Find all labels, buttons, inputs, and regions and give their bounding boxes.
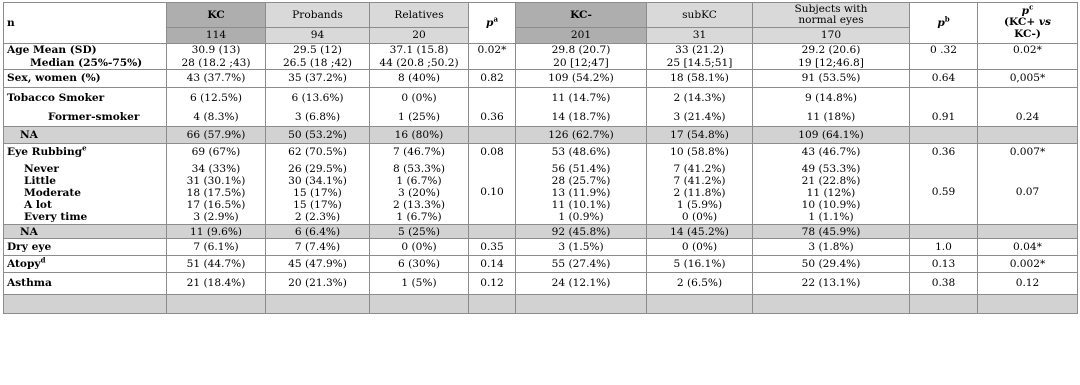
atopy-relatives: 6 (30%) bbox=[370, 256, 469, 273]
former-label: Former-smoker bbox=[4, 108, 167, 127]
table-row-na-smoke bbox=[4, 127, 1078, 144]
rub-kc-moderate: 18 (17.5%) bbox=[186, 186, 246, 199]
sex-probands: 35 (37.2%) bbox=[266, 70, 370, 88]
dry-eye-pc: 0.04* bbox=[978, 239, 1078, 256]
rub-subkc-moderate: 2 (11.8%) bbox=[673, 186, 726, 199]
na-smoke-label-text: NA bbox=[20, 128, 38, 141]
atopy-pa: 0.14 bbox=[469, 256, 516, 273]
table-row-asthma bbox=[4, 273, 1078, 295]
na-smoke-pa bbox=[469, 127, 516, 144]
asthma-label: Asthma bbox=[4, 273, 167, 295]
rub-subkc-everytime: 0 (0%) bbox=[681, 211, 718, 224]
sex-pc: 0,005* bbox=[978, 70, 1078, 88]
footer-spacer-cell-8 bbox=[753, 295, 910, 314]
table-row-age-median bbox=[4, 57, 1078, 70]
tobacco-label: Tobacco Smoker bbox=[4, 88, 167, 108]
footer-spacer-cell-9 bbox=[910, 295, 978, 314]
rub-kcneg-little: 28 (25.7%) bbox=[551, 174, 611, 187]
dry-eye-label: Dry eye bbox=[4, 239, 167, 256]
atopy-normal: 50 (29.4%) bbox=[753, 256, 910, 273]
eye-rubbing-kcneg: 53 (48.6%) bbox=[516, 144, 647, 161]
relatives-header: Relatives bbox=[370, 3, 469, 28]
rub-probands-alot: 15 (17%) bbox=[293, 198, 342, 211]
rub-moderate-label: Moderate bbox=[24, 186, 82, 199]
rub-detail-pa: 0.10 bbox=[469, 161, 516, 225]
na-rub-pb bbox=[910, 225, 978, 239]
rub-detail-probands bbox=[266, 161, 370, 225]
age-median-pb bbox=[910, 57, 978, 70]
na-rub-probands: 6 (6.4%) bbox=[266, 225, 370, 239]
sex-kc: 43 (37.7%) bbox=[167, 70, 266, 88]
age-mean-probands: 29.5 (12) bbox=[266, 44, 370, 57]
tobacco-pc bbox=[978, 88, 1078, 108]
footer-spacer-cell-10 bbox=[978, 295, 1078, 314]
asthma-pa: 0.12 bbox=[469, 273, 516, 295]
age-median-pc bbox=[978, 57, 1078, 70]
tobacco-subkc: 2 (14.3%) bbox=[647, 88, 753, 108]
tobacco-pa bbox=[469, 88, 516, 108]
rub-probands-never: 26 (29.5%) bbox=[288, 162, 347, 175]
age-median-subkc: 25 [14.5;51] bbox=[647, 57, 753, 70]
kc-header: KC bbox=[167, 3, 266, 28]
age-median-label: Median (25%-75%) bbox=[4, 57, 167, 70]
footer-spacer-cell-1 bbox=[4, 295, 167, 314]
na-smoke-probands: 50 (53.2%) bbox=[266, 127, 370, 144]
eye-rubbing-probands: 62 (70.5%) bbox=[266, 144, 370, 161]
probands-header: Probands bbox=[266, 3, 370, 28]
subkc-n: 31 bbox=[647, 28, 753, 44]
rub-kcneg-never: 56 (51.4%) bbox=[551, 162, 611, 175]
atopy-sup: d bbox=[40, 255, 46, 265]
asthma-subkc: 2 (6.5%) bbox=[647, 273, 753, 295]
asthma-relatives: 1 (5%) bbox=[370, 273, 469, 295]
sex-relatives: 8 (40%) bbox=[370, 70, 469, 88]
age-median-normal: 19 [12;46.8] bbox=[753, 57, 910, 70]
pa-header bbox=[469, 3, 516, 44]
rub-probands-everytime: 2 (2.3%) bbox=[294, 211, 341, 224]
rub-relatives-little: 1 (6.7%) bbox=[396, 174, 442, 187]
pc-sup: c bbox=[1029, 2, 1034, 12]
age-mean-pb: 0 .32 bbox=[910, 44, 978, 57]
former-probands: 3 (6.8%) bbox=[266, 108, 370, 127]
age-median-relatives: 44 (20.8 ;50.2) bbox=[370, 57, 469, 70]
rub-detail-kc bbox=[167, 161, 266, 225]
eye-rubbing-label-text: Eye Rubbing bbox=[7, 146, 83, 159]
age-mean-label: Age Mean (SD) bbox=[4, 44, 167, 57]
eye-rubbing-subkc: 10 (58.8%) bbox=[647, 144, 753, 161]
rub-kcneg-moderate: 13 (11.9%) bbox=[551, 186, 611, 199]
asthma-pb: 0.38 bbox=[910, 273, 978, 295]
atopy-label-text: Atopy bbox=[7, 257, 41, 270]
table-row-eye-rubbing bbox=[4, 144, 1078, 161]
normal-header-line1: Subjects with bbox=[794, 2, 868, 15]
dry-eye-kc: 7 (6.1%) bbox=[167, 239, 266, 256]
dry-eye-pb: 1.0 bbox=[910, 239, 978, 256]
eye-rubbing-pa: 0.08 bbox=[469, 144, 516, 161]
normal-header bbox=[753, 3, 910, 28]
header-row-labels bbox=[4, 3, 1078, 28]
rub-subkc-little: 7 (41.2%) bbox=[673, 174, 726, 187]
rub-normal-little: 21 (22.8%) bbox=[801, 174, 861, 187]
asthma-pc: 0.12 bbox=[978, 273, 1078, 295]
rub-kc-never: 34 (33%) bbox=[191, 162, 241, 175]
pb-letter: p bbox=[937, 16, 945, 29]
footer-spacer-cell-7 bbox=[647, 295, 753, 314]
kcneg-header: KC- bbox=[516, 3, 647, 28]
asthma-kcneg: 24 (12.1%) bbox=[516, 273, 647, 295]
n-label: n bbox=[7, 16, 15, 29]
eye-rubbing-kc: 69 (67%) bbox=[167, 144, 266, 161]
pb-header bbox=[910, 3, 978, 44]
table-row-tobacco bbox=[4, 88, 1078, 108]
table-row-na-rub bbox=[4, 225, 1078, 239]
na-smoke-pb bbox=[910, 127, 978, 144]
na-smoke-pc bbox=[978, 127, 1078, 144]
na-smoke-normal: 109 (64.1%) bbox=[753, 127, 910, 144]
dry-eye-kcneg: 3 (1.5%) bbox=[516, 239, 647, 256]
rub-normal-moderate: 11 (12%) bbox=[806, 186, 856, 199]
na-rub-normal: 78 (45.9%) bbox=[753, 225, 910, 239]
age-mean-relatives: 37.1 (15.8) bbox=[370, 44, 469, 57]
pc-line2-a: (KC+ bbox=[1003, 16, 1039, 29]
asthma-normal: 22 (13.1%) bbox=[753, 273, 910, 295]
rub-detail-labels bbox=[4, 161, 167, 225]
tobacco-probands: 6 (13.6%) bbox=[266, 88, 370, 108]
tobacco-pb bbox=[910, 88, 978, 108]
eye-rubbing-pc: 0.007* bbox=[978, 144, 1078, 161]
footer-spacer-cell-6 bbox=[516, 295, 647, 314]
sex-kcneg: 109 (54.2%) bbox=[516, 70, 647, 88]
eye-rubbing-label bbox=[4, 144, 167, 161]
sex-subkc: 18 (58.1%) bbox=[647, 70, 753, 88]
age-mean-normal: 29.2 (20.6) bbox=[753, 44, 910, 57]
na-rub-label-text: NA bbox=[20, 225, 38, 238]
former-pc: 0.24 bbox=[978, 108, 1078, 127]
rub-alot-label: A lot bbox=[24, 198, 52, 211]
atopy-probands: 45 (47.9%) bbox=[266, 256, 370, 273]
former-relatives: 1 (25%) bbox=[370, 108, 469, 127]
eye-rubbing-normal: 43 (46.7%) bbox=[753, 144, 910, 161]
pc-header bbox=[978, 3, 1078, 44]
subkc-header: subKC bbox=[647, 3, 753, 28]
dry-eye-relatives: 0 (0%) bbox=[370, 239, 469, 256]
na-rub-kc: 11 (9.6%) bbox=[167, 225, 266, 239]
sex-normal: 91 (53.5%) bbox=[753, 70, 910, 88]
rub-detail-normal bbox=[753, 161, 910, 225]
normal-header-line2: normal eyes bbox=[798, 14, 864, 26]
table-row-sex bbox=[4, 70, 1078, 88]
na-rub-label bbox=[4, 225, 167, 239]
former-normal: 11 (18%) bbox=[753, 108, 910, 127]
pc-line2-vs: vs bbox=[1038, 16, 1052, 29]
dry-eye-pa: 0.35 bbox=[469, 239, 516, 256]
former-pb: 0.91 bbox=[910, 108, 978, 127]
former-subkc: 3 (21.4%) bbox=[647, 108, 753, 127]
dry-eye-subkc: 0 (0%) bbox=[647, 239, 753, 256]
pb-sup: b bbox=[944, 14, 950, 24]
table-row-atopy bbox=[4, 256, 1078, 273]
asthma-kc: 21 (18.4%) bbox=[167, 273, 266, 295]
rub-kc-everytime: 3 (2.9%) bbox=[193, 211, 239, 224]
sex-pb: 0.64 bbox=[910, 70, 978, 88]
rub-relatives-never: 8 (53.3%) bbox=[392, 162, 446, 175]
footer-spacer-cell-5 bbox=[469, 295, 516, 314]
asthma-probands: 20 (21.3%) bbox=[266, 273, 370, 295]
rub-relatives-moderate: 3 (20%) bbox=[398, 186, 440, 199]
probands-n: 94 bbox=[266, 28, 370, 44]
eye-rubbing-pb: 0.36 bbox=[910, 144, 978, 161]
footer-spacer-cell-3 bbox=[266, 295, 370, 314]
rub-normal-never: 49 (53.3%) bbox=[801, 162, 861, 175]
rub-kc-alot: 17 (16.5%) bbox=[186, 198, 246, 211]
age-median-kcneg: 20 [12;47] bbox=[516, 57, 647, 70]
age-median-pa bbox=[469, 57, 516, 70]
na-smoke-kcneg: 126 (62.7%) bbox=[516, 127, 647, 144]
age-median-probands: 26.5 (18 ;42) bbox=[266, 57, 370, 70]
pa-sup: a bbox=[493, 14, 498, 24]
table-row-age-mean bbox=[4, 44, 1078, 57]
na-rub-relatives: 5 (25%) bbox=[370, 225, 469, 239]
rub-detail-relatives bbox=[370, 161, 469, 225]
na-rub-pa bbox=[469, 225, 516, 239]
eye-rubbing-sup: e bbox=[82, 143, 87, 153]
age-mean-pc: 0.02* bbox=[978, 44, 1078, 57]
rub-kcneg-alot: 11 (10.1%) bbox=[551, 198, 611, 211]
na-rub-kcneg: 92 (45.8%) bbox=[516, 225, 647, 239]
atopy-subkc: 5 (16.1%) bbox=[647, 256, 753, 273]
pc-letter: p bbox=[1021, 4, 1030, 17]
rub-subkc-alot: 1 (5.9%) bbox=[676, 198, 723, 211]
age-mean-kc: 30.9 (13) bbox=[167, 44, 266, 57]
rub-probands-moderate: 15 (17%) bbox=[293, 186, 342, 199]
rub-relatives-alot: 2 (13.3%) bbox=[392, 198, 446, 211]
rub-detail-pb: 0.59 bbox=[910, 161, 978, 225]
tobacco-kcneg: 11 (14.7%) bbox=[516, 88, 647, 108]
na-smoke-relatives: 16 (80%) bbox=[370, 127, 469, 144]
rub-detail-subkc bbox=[647, 161, 753, 225]
rub-kc-little: 31 (30.1%) bbox=[186, 174, 246, 187]
tobacco-relatives: 0 (0%) bbox=[370, 88, 469, 108]
na-smoke-label bbox=[4, 127, 167, 144]
atopy-label bbox=[4, 256, 167, 273]
rub-probands-little: 30 (34.1%) bbox=[288, 174, 347, 187]
atopy-pc: 0.002* bbox=[978, 256, 1078, 273]
age-mean-pa: 0.02* bbox=[469, 44, 516, 57]
rub-detail-pc: 0.07 bbox=[978, 161, 1078, 225]
n-label-cell bbox=[4, 3, 167, 44]
na-rub-subkc: 14 (45.2%) bbox=[647, 225, 753, 239]
rub-normal-everytime: 1 (1.1%) bbox=[808, 211, 854, 224]
na-smoke-subkc: 17 (54.8%) bbox=[647, 127, 753, 144]
footer-spacer-cell-2 bbox=[167, 295, 266, 314]
table-row-rub-detail bbox=[4, 161, 1078, 225]
rub-everytime-label: Every time bbox=[24, 211, 88, 224]
table-row-dry-eye bbox=[4, 239, 1078, 256]
sex-pa: 0.82 bbox=[469, 70, 516, 88]
footer-spacer-cell-4 bbox=[370, 295, 469, 314]
dry-eye-normal: 3 (1.8%) bbox=[753, 239, 910, 256]
former-pa: 0.36 bbox=[469, 108, 516, 127]
former-kc: 4 (8.3%) bbox=[167, 108, 266, 127]
pa-letter: p bbox=[486, 16, 494, 29]
age-median-kc: 28 (18.2 ;43) bbox=[167, 57, 266, 70]
former-kcneg: 14 (18.7%) bbox=[516, 108, 647, 127]
kcneg-n: 201 bbox=[516, 28, 647, 44]
rub-relatives-everytime: 1 (6.7%) bbox=[396, 211, 442, 224]
tobacco-kc: 6 (12.5%) bbox=[167, 88, 266, 108]
relatives-n: 20 bbox=[370, 28, 469, 44]
age-mean-kcneg: 29.8 (20.7) bbox=[516, 44, 647, 57]
pc-line3: KC-) bbox=[1014, 27, 1041, 40]
table-row-former-smoker bbox=[4, 108, 1078, 127]
normal-n: 170 bbox=[753, 28, 910, 44]
rub-kcneg-everytime: 1 (0.9%) bbox=[558, 211, 604, 224]
table-row-footer-spacer bbox=[4, 295, 1078, 314]
eye-rubbing-relatives: 7 (46.7%) bbox=[370, 144, 469, 161]
atopy-pb: 0.13 bbox=[910, 256, 978, 273]
rub-never-label: Never bbox=[24, 162, 59, 175]
atopy-kcneg: 55 (27.4%) bbox=[516, 256, 647, 273]
sex-label: Sex, women (%) bbox=[4, 70, 167, 88]
dry-eye-probands: 7 (7.4%) bbox=[266, 239, 370, 256]
rub-little-label: Little bbox=[24, 174, 57, 187]
na-rub-pc bbox=[978, 225, 1078, 239]
rub-subkc-never: 7 (41.2%) bbox=[673, 162, 726, 175]
rub-normal-alot: 10 (10.9%) bbox=[801, 198, 861, 211]
tobacco-normal: 9 (14.8%) bbox=[753, 88, 910, 108]
na-smoke-kc: 66 (57.9%) bbox=[167, 127, 266, 144]
atopy-kc: 51 (44.7%) bbox=[167, 256, 266, 273]
rub-detail-kcneg bbox=[516, 161, 647, 225]
age-mean-subkc: 33 (21.2) bbox=[647, 44, 753, 57]
characteristics-table bbox=[3, 2, 1078, 314]
kc-n: 114 bbox=[167, 28, 266, 44]
